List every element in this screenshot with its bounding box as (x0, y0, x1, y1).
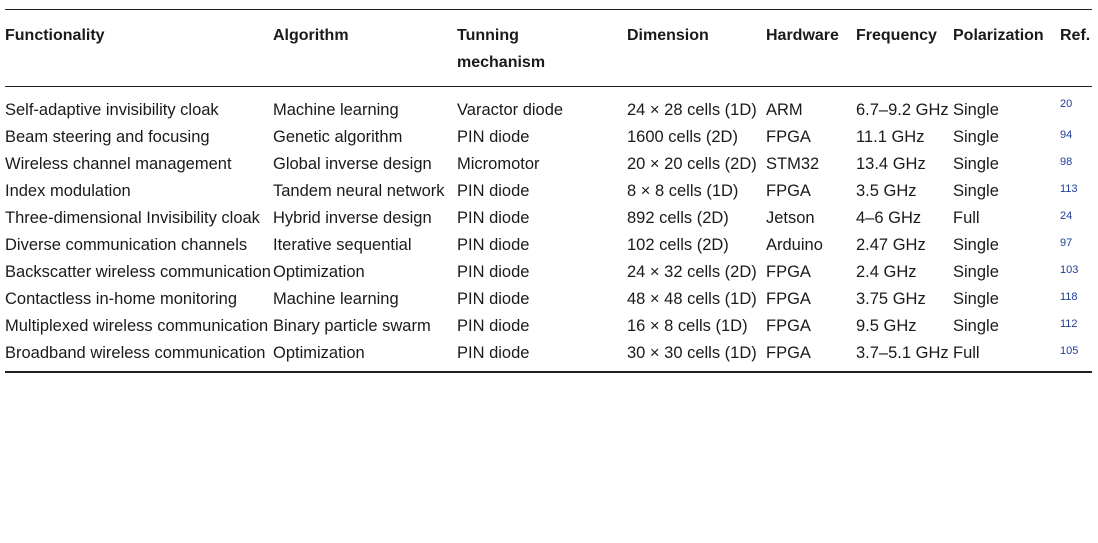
comparison-table (5, 9, 1092, 373)
cell-functionality: Backscatter wireless communication (5, 263, 271, 281)
cell-frequency: 2.4 GHz (856, 263, 917, 281)
cell-algorithm: Binary particle swarm (273, 317, 431, 335)
cell-polarization: Single (953, 128, 999, 146)
cell-dimension: 20 × 20 cells (2D) (627, 155, 757, 173)
cell-ref[interactable]: 98 (1060, 156, 1073, 168)
header-hardware: Hardware (766, 27, 839, 44)
cell-tunning: PIN diode (457, 209, 530, 227)
cell-ref[interactable]: 94 (1060, 129, 1073, 141)
cell-hardware: Jetson (766, 209, 815, 227)
cell-polarization: Single (953, 290, 999, 308)
header-tunning-line1: Tunning (457, 27, 519, 44)
cell-tunning: PIN diode (457, 236, 530, 254)
cell-algorithm: Machine learning (273, 290, 399, 308)
cell-functionality: Broadband wireless communication (5, 344, 266, 362)
header-row (5, 10, 1092, 86)
cell-ref[interactable]: 105 (1060, 345, 1079, 357)
cell-functionality: Self-adaptive invisibility cloak (5, 101, 219, 119)
cell-frequency: 4–6 GHz (856, 209, 922, 227)
table-row (5, 124, 1092, 151)
cell-frequency: 3.7–5.1 GHz (856, 344, 949, 362)
cell-hardware: FPGA (766, 128, 811, 146)
cell-ref[interactable]: 113 (1060, 183, 1078, 195)
cell-algorithm: Optimization (273, 263, 365, 281)
header-polarization: Polarization (953, 27, 1044, 44)
cell-hardware: FPGA (766, 344, 811, 362)
cell-polarization: Single (953, 236, 999, 254)
cell-algorithm: Optimization (273, 344, 365, 362)
cell-ref[interactable]: 112 (1060, 318, 1078, 330)
cell-tunning: PIN diode (457, 344, 530, 362)
cell-polarization: Single (953, 263, 999, 281)
cell-ref[interactable]: 118 (1060, 291, 1078, 303)
cell-polarization: Single (953, 101, 999, 119)
table-row (5, 87, 1092, 124)
cell-tunning: Micromotor (457, 155, 540, 173)
cell-hardware: Arduino (766, 236, 823, 254)
table-row (5, 151, 1092, 178)
cell-tunning: PIN diode (457, 290, 530, 308)
cell-tunning: PIN diode (457, 182, 530, 200)
cell-dimension: 24 × 28 cells (1D) (627, 101, 757, 119)
cell-polarization: Full (953, 209, 980, 227)
cell-ref[interactable]: 97 (1060, 237, 1073, 249)
cell-dimension: 16 × 8 cells (1D) (627, 317, 748, 335)
cell-hardware: FPGA (766, 290, 811, 308)
header-algorithm: Algorithm (273, 27, 349, 44)
cell-functionality: Diverse communication channels (5, 236, 248, 254)
cell-polarization: Single (953, 155, 999, 173)
header-functionality: Functionality (5, 27, 105, 44)
cell-dimension: 48 × 48 cells (1D) (627, 290, 757, 308)
cell-dimension: 24 × 32 cells (2D) (627, 263, 757, 281)
cell-hardware: FPGA (766, 182, 811, 200)
cell-dimension: 30 × 30 cells (1D) (627, 344, 757, 362)
table-bottom-rule (5, 371, 1092, 373)
cell-polarization: Full (953, 344, 980, 362)
header-frequency: Frequency (856, 27, 937, 44)
cell-ref[interactable]: 103 (1060, 264, 1079, 276)
cell-dimension: 892 cells (2D) (627, 209, 729, 227)
cell-algorithm: Tandem neural network (273, 182, 445, 200)
cell-dimension: 102 cells (2D) (627, 236, 729, 254)
header-tunning-line2: mechanism (457, 54, 546, 71)
table-row (5, 232, 1092, 259)
cell-functionality: Wireless channel management (5, 155, 232, 173)
table-body (5, 87, 1092, 371)
table-row (5, 340, 1092, 371)
cell-frequency: 2.47 GHz (856, 236, 926, 254)
cell-tunning: PIN diode (457, 317, 530, 335)
cell-hardware: FPGA (766, 317, 811, 335)
cell-tunning: PIN diode (457, 128, 530, 146)
table-row (5, 178, 1092, 205)
header-ref: Ref. (1060, 27, 1091, 44)
cell-polarization: Single (953, 317, 999, 335)
cell-algorithm: Genetic algorithm (273, 128, 403, 146)
cell-tunning: Varactor diode (457, 101, 564, 119)
cell-hardware: STM32 (766, 155, 820, 173)
header-tunning-mechanism (457, 10, 627, 86)
cell-polarization: Single (953, 182, 999, 200)
cell-algorithm: Machine learning (273, 101, 399, 119)
data-table (5, 10, 1092, 371)
table-row (5, 205, 1092, 232)
cell-hardware: FPGA (766, 263, 811, 281)
cell-algorithm: Iterative sequential (273, 236, 412, 254)
table-row (5, 286, 1092, 313)
cell-functionality: Multiplexed wireless communication (5, 317, 269, 335)
cell-frequency: 3.5 GHz (856, 182, 917, 200)
cell-hardware: ARM (766, 101, 803, 119)
cell-functionality: Beam steering and focusing (5, 128, 210, 146)
cell-functionality: Three-dimensional Invisibility cloak (5, 209, 260, 227)
cell-algorithm: Hybrid inverse design (273, 209, 432, 227)
cell-ref[interactable]: 20 (1060, 98, 1073, 110)
cell-ref[interactable]: 24 (1060, 210, 1073, 222)
table-row (5, 313, 1092, 340)
cell-frequency: 9.5 GHz (856, 317, 917, 335)
cell-frequency: 3.75 GHz (856, 290, 926, 308)
cell-dimension: 8 × 8 cells (1D) (627, 182, 739, 200)
cell-functionality: Index modulation (5, 182, 131, 200)
table-row (5, 259, 1092, 286)
cell-functionality: Contactless in-home monitoring (5, 290, 238, 308)
header-dimension: Dimension (627, 27, 709, 44)
cell-algorithm: Global inverse design (273, 155, 432, 173)
cell-tunning: PIN diode (457, 263, 530, 281)
cell-frequency: 13.4 GHz (856, 155, 926, 173)
cell-dimension: 1600 cells (2D) (627, 128, 738, 146)
cell-frequency: 11.1 GHz (856, 128, 925, 146)
cell-frequency: 6.7–9.2 GHz (856, 101, 949, 119)
